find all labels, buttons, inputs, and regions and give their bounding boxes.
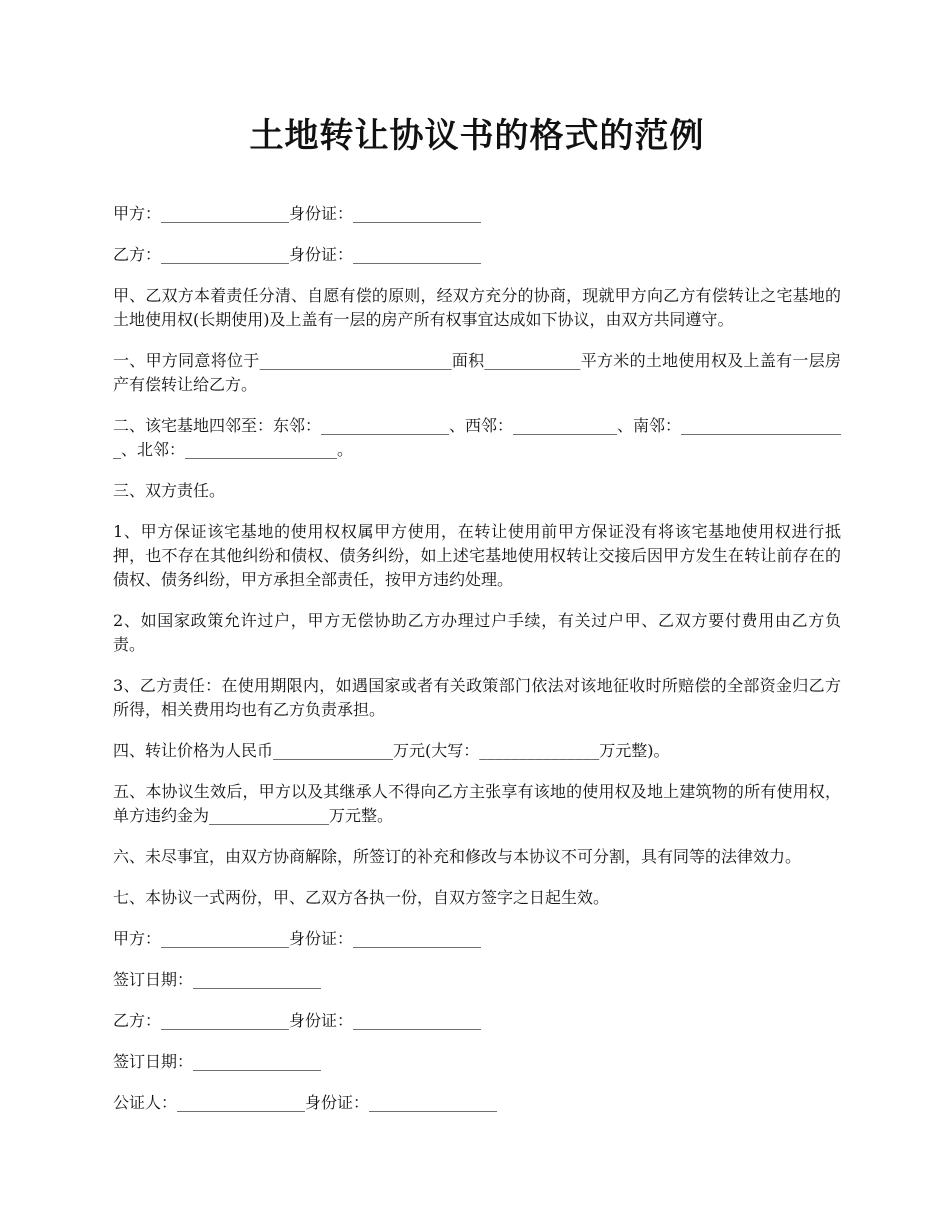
party-a-line: 甲方：________________身份证：________________ <box>113 204 482 223</box>
signature-notary: 公证人：________________身份证：________________ <box>113 1093 498 1112</box>
document-page <box>113 112 841 1132</box>
signature-date-a: 签订日期：________________ <box>113 970 322 989</box>
signature-date-b: 签订日期：________________ <box>113 1052 322 1071</box>
clause-7-copies: 七、本协议一式两份，甲、乙双方各执一份，自双方签字之日起生效。 <box>113 888 610 907</box>
clause-3-item-1: 1、甲方保证该宅基地的使用权权属甲方使用，在转让使用前甲方保证没有将该宅基地使用权进行抵押，也不存在其他纠纷和债权、债务纠纷，如上述宅基地使用权转让交接后因甲方发生在转让前存在的债权、债务纠纷，甲方承担全部责任，按甲方违约处理。 <box>113 522 841 589</box>
signature-party-a: 甲方：________________身份证：________________ <box>113 929 482 948</box>
signature-party-b: 乙方：________________身份证：________________ <box>113 1011 482 1030</box>
clause-3-item-2: 2、如国家政策允许过户，甲方无偿协助乙方办理过户手续，有关过户甲、乙双方要付费用由乙方负责。 <box>113 611 841 654</box>
preamble-paragraph: 甲、乙双方本着责任分清、自愿有偿的原则，经双方充分的协商，现就甲方向乙方有偿转让之宅基地的土地使用权(长期使用)及上盖有一层的房产所有权事宜达成如下协议，由双方共同遵守。 <box>113 286 841 329</box>
clause-3-item-3: 3、乙方责任：在使用期限内，如遇国家或者有关政策部门依法对该地征收时所赔偿的全部资金归乙方所得，相关费用均也有乙方负责承担。 <box>113 676 841 719</box>
clause-6-matters: 六、未尽事宜，由双方协商解除，所签订的补充和修改与本协议不可分割，具有同等的法律效力。 <box>113 847 802 866</box>
clause-1-location: 一、甲方同意将位于________________________面积____________平方米的土地使用权及上盖有一层房产有偿转让给乙方。 <box>113 351 841 394</box>
clause-5-effect: 五、本协议生效后，甲方以及其继承人不得向乙方主张享有该地的使用权及地上建筑物的所有使用权，单方违约金为_______________万元整。 <box>113 782 841 825</box>
document-title: 土地转让协议书的格式的范例 <box>249 116 705 156</box>
clause-2-boundaries: 二、该宅基地四邻至：东邻：________________、西邻：_____________、南邻：_____________________、北邻：___________________。 <box>113 416 842 459</box>
clause-3-heading: 三、双方责任。 <box>113 481 226 500</box>
clause-4-price: 四、转让价格为人民币_______________万元(大写：_______________万元整)。 <box>113 741 670 760</box>
party-b-line: 乙方：________________身份证：________________ <box>113 245 482 264</box>
